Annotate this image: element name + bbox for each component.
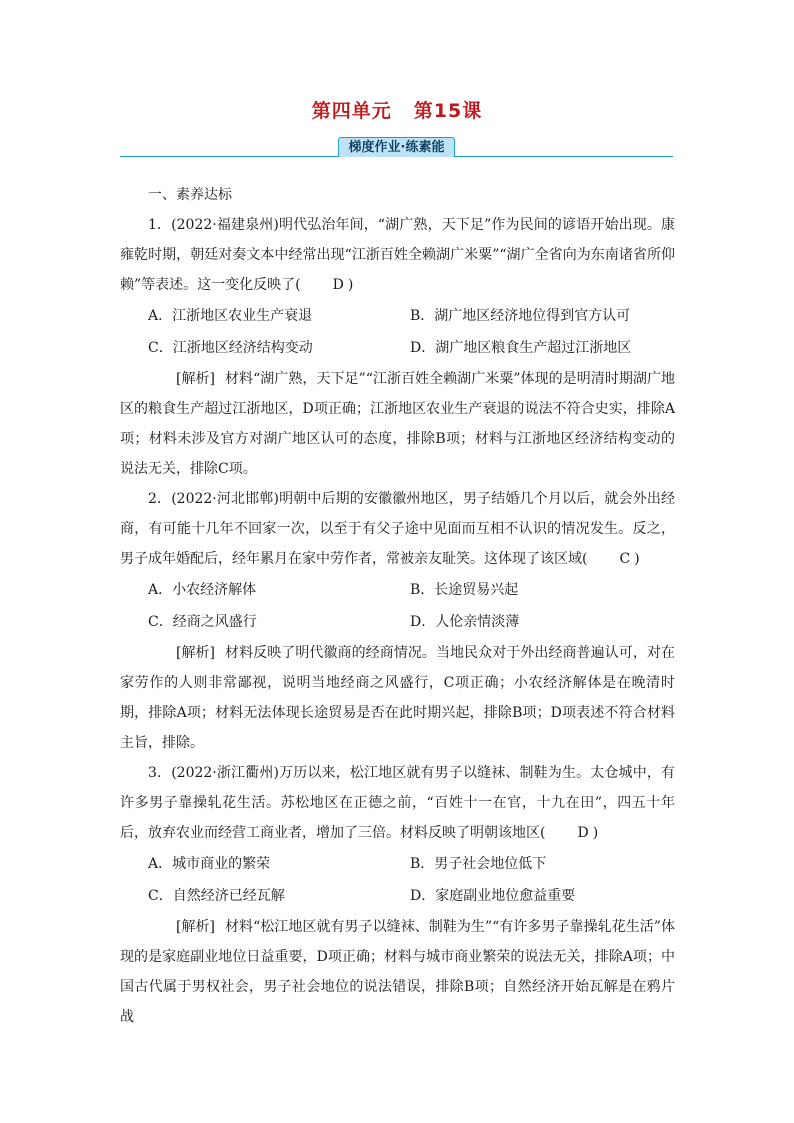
option-row [148,574,675,606]
question-stem: 2．(2022·河北邯郸)明朝中后期的安徽徽州地区，男子结婚几个月以后，就会外出经商，有可能十几年不回家一次，以至于有父子途中见面而互相不认识的情况发生。反之，男子成年婚配后，经年累月在家中劳作者，常被亲友耻笑。这体现了该区域( C ) [120,484,675,574]
option-c: C．经商之风盛行 [148,614,257,630]
section-heading: 一、素养达标 [148,187,232,203]
option-a: A．江浙地区农业生产衰退 [148,308,313,324]
option-d: D．家庭副业地位愈益重要 [410,888,576,904]
question-stem: 1．(2022·福建泉州)明代弘治年间，“湖广熟，天下足”作为民间的谚语开始出现。康雍乾时期，朝廷对奏文本中经常出现“江浙百姓全赖湖广米粟”“湖广全省向为东南诸省所仰赖”等表述。这一变化反映了( D ) [120,210,675,300]
option-c: C．自然经济已经瓦解 [148,888,285,904]
banner-label: 梯度作业·练素能 [338,137,456,157]
analysis: [解析] 材料“湖广熟，天下足”“江浙百姓全赖湖广米粟”体现的是明清时期湖广地区的粮食生产超过江浙地区，D项正确；江浙地区农业生产衰退的说法不符合史实，排除A项；材料未涉及官方对湖广地区认可的态度，排除B项；材料与江浙地区经济结构变动的说法无关，排除C项。 [120,364,675,484]
option-b: B．男子社会地位低下 [410,856,547,872]
option-row [148,848,675,880]
option-a: A．城市商业的繁荣 [148,856,271,872]
option-row [148,300,675,332]
unit-title: 第四单元 [311,100,392,122]
page-title [0,96,794,123]
option-c: C．江浙地区经济结构变动 [148,340,313,356]
question-stem: 3．(2022·浙江衢州)万历以来，松江地区就有男子以缝袜、制鞋为生。太仓城中，有许多男子靠操轧花生活。苏松地区在正德之前，“百姓十一在官，十九在田”，四五十年后，放弃农业而经营工商业者，增加了三倍。材料反映了明朝该地区( D ) [120,758,675,848]
option-a: A．小农经济解体 [148,582,257,598]
answer-mark: D [577,825,589,841]
analysis: [解析] 材料“松江地区就有男子以缝袜、制鞋为生”“有许多男子靠操轧花生活”体现的是家庭副业地位日益重要，D项正确；材料与城市商业繁荣的说法无关，排除A项；中国古代属于男权社会，男子社会地位的说法错误，排除B项；自然经济开始瓦解是在鸦片战 [120,912,675,1032]
content [120,180,675,1032]
analysis-tag: [解析] [176,645,215,661]
option-d: D．湖广地区粮食生产超过江浙地区 [410,340,632,356]
option-row [148,606,675,638]
answer-mark: C [619,551,631,567]
section-banner [120,135,673,159]
option-d: D．人伦亲情淡薄 [410,614,520,630]
answer-mark: D [332,277,344,293]
analysis-tag: [解析] [176,919,215,935]
analysis: [解析] 材料反映了明代徽商的经商情况。当地民众对于外出经商普遍认可，对在家劳作的人则非常鄙视，说明当地经商之风盛行，C项正确；小农经济解体是在晚清时期，排除A项；材料无法体现长途贸易是否在此时期兴起，排除B项；D项表述不符合材料主旨，排除。 [120,638,675,758]
lesson-title: 第15课 [413,100,483,122]
option-b: B．长途贸易兴起 [410,582,519,598]
question-3 [120,758,675,1032]
option-b: B．湖广地区经济地位得到官方认可 [410,308,631,324]
question-1 [120,210,675,484]
option-row [148,880,675,912]
option-row [148,332,675,364]
question-2 [120,484,675,758]
analysis-tag: [解析] [176,371,215,387]
